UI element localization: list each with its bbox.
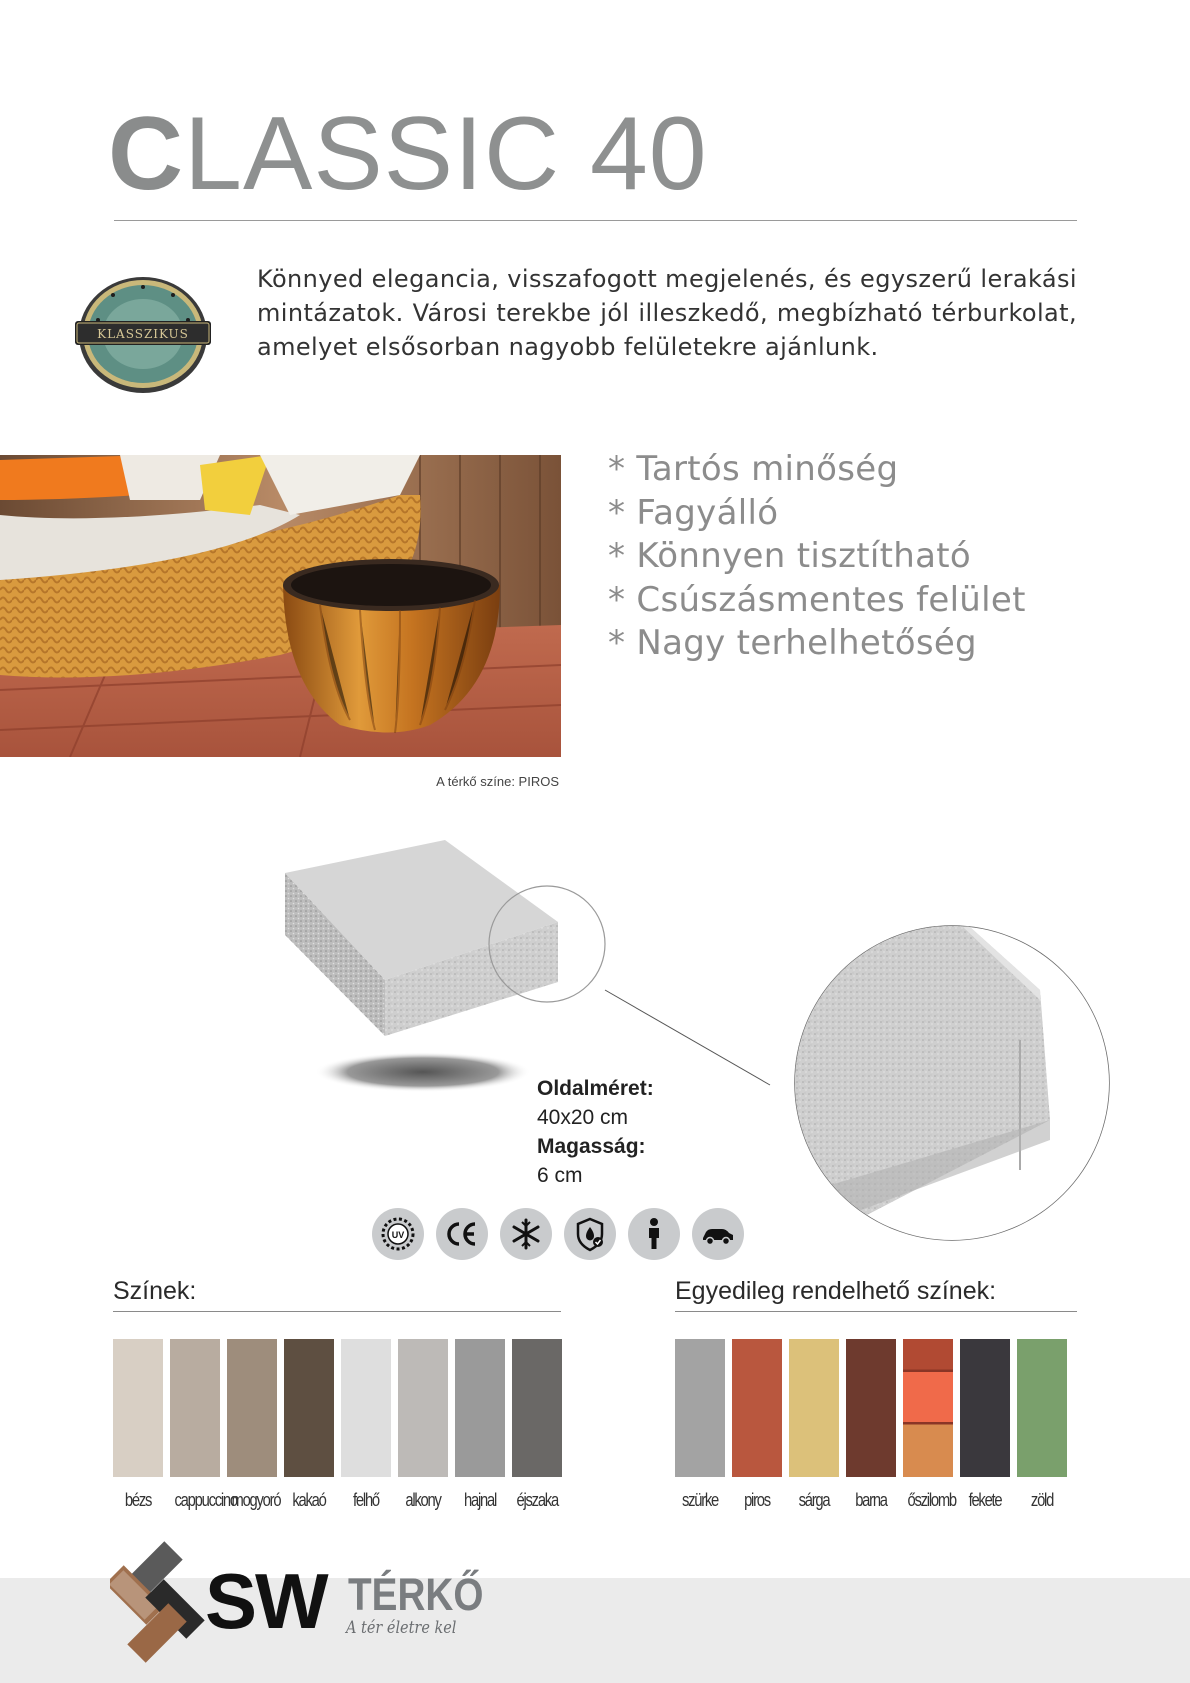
custom-swatch-piros	[732, 1339, 782, 1477]
color-swatch-kakao	[284, 1339, 334, 1477]
product-photo	[0, 455, 561, 757]
paver-illustration	[280, 840, 1130, 1270]
custom-swatch-sarga	[789, 1339, 839, 1477]
uv-icon	[372, 1208, 424, 1260]
feature-list	[608, 448, 1026, 666]
custom-colors-divider	[675, 1311, 1077, 1312]
svg-text:UV: UV	[391, 1230, 405, 1240]
color-label: kakaó	[292, 1490, 326, 1510]
color-swatch-hajnal	[455, 1339, 505, 1477]
photo-caption: A térkő színe: PIROS	[436, 774, 559, 789]
color-swatch-mogyoro	[227, 1339, 277, 1477]
color-label: cappuccino	[174, 1490, 237, 1510]
custom-color-label: barna	[855, 1490, 887, 1510]
custom-color-label: szürke	[681, 1490, 719, 1510]
color-label: mogyoró	[231, 1490, 281, 1510]
specs-block	[537, 1074, 654, 1190]
logo-tagline: A tér életre kel	[346, 1618, 457, 1638]
colors-divider	[113, 1311, 561, 1312]
ce-icon	[436, 1208, 488, 1260]
color-swatch-alkony	[398, 1339, 448, 1477]
custom-color-label: őszilomb	[907, 1490, 956, 1510]
feature-item: * Könnyen tisztítható	[608, 536, 971, 576]
logo-name: TÉRKŐ	[348, 1569, 484, 1620]
height-value: 6 cm	[537, 1164, 583, 1187]
pedestrian-icon	[628, 1208, 680, 1260]
title-rest: LASSIC 40	[184, 96, 708, 212]
intro-text: Könnyed elegancia, visszafogott megjelenés, és egyszerű lerakási mintázatok. Városi terekbe jól illeszkedő, megbízható térburkolat, amelyet elsősorban nagyobb felületekre ajánlunk.	[257, 265, 1077, 361]
custom-swatch-zold	[1017, 1339, 1067, 1477]
logo-brand: SW	[205, 1557, 327, 1645]
color-swatches	[113, 1339, 562, 1477]
title-divider	[114, 220, 1077, 221]
feature-item: * Csúszásmentes felület	[608, 579, 1026, 620]
custom-color-swatches	[675, 1339, 1067, 1477]
custom-swatch-fekete	[960, 1339, 1010, 1477]
color-label: bézs	[124, 1490, 152, 1510]
color-label: alkony	[405, 1490, 441, 1510]
color-label: hajnal	[463, 1490, 497, 1510]
custom-color-label: fekete	[968, 1490, 1002, 1510]
side-size-label: Oldalméret:	[537, 1077, 654, 1100]
custom-color-labels	[675, 1490, 1067, 1511]
badge-text: KLASSZIKUS	[97, 327, 189, 341]
custom-color-label: zöld	[1030, 1490, 1054, 1510]
property-icons	[372, 1208, 744, 1260]
color-swatch-ejszaka	[512, 1339, 562, 1477]
page-title	[108, 96, 708, 212]
chemical-resistant-icon	[564, 1208, 616, 1260]
snowflake-icon	[500, 1208, 552, 1260]
custom-colors-title: Egyedileg rendelhető színek:	[675, 1277, 997, 1305]
feature-item: * Fagyálló	[608, 492, 779, 533]
color-swatch-cappuccino	[170, 1339, 220, 1477]
custom-color-label: sárga	[798, 1490, 830, 1510]
custom-color-label: piros	[744, 1490, 770, 1510]
color-swatch-felho	[341, 1339, 391, 1477]
custom-swatch-oszilomb	[903, 1339, 953, 1477]
custom-swatch-barna	[846, 1339, 896, 1477]
title-first-letter: C	[108, 96, 185, 212]
car-icon	[692, 1208, 744, 1260]
color-label: felhő	[353, 1490, 379, 1510]
feature-item: * Nagy terhelhetőség	[608, 623, 977, 663]
feature-item: * Tartós minőség	[608, 449, 899, 489]
color-label: éjszaka	[516, 1490, 558, 1510]
height-label: Magasság:	[537, 1135, 646, 1158]
color-swatch-bezs	[113, 1339, 163, 1477]
colors-title: Színek:	[113, 1277, 197, 1305]
color-labels	[113, 1490, 562, 1511]
side-size-value: 40x20 cm	[537, 1106, 629, 1129]
klasszikus-badge	[74, 265, 212, 395]
custom-swatch-szurke	[675, 1339, 725, 1477]
